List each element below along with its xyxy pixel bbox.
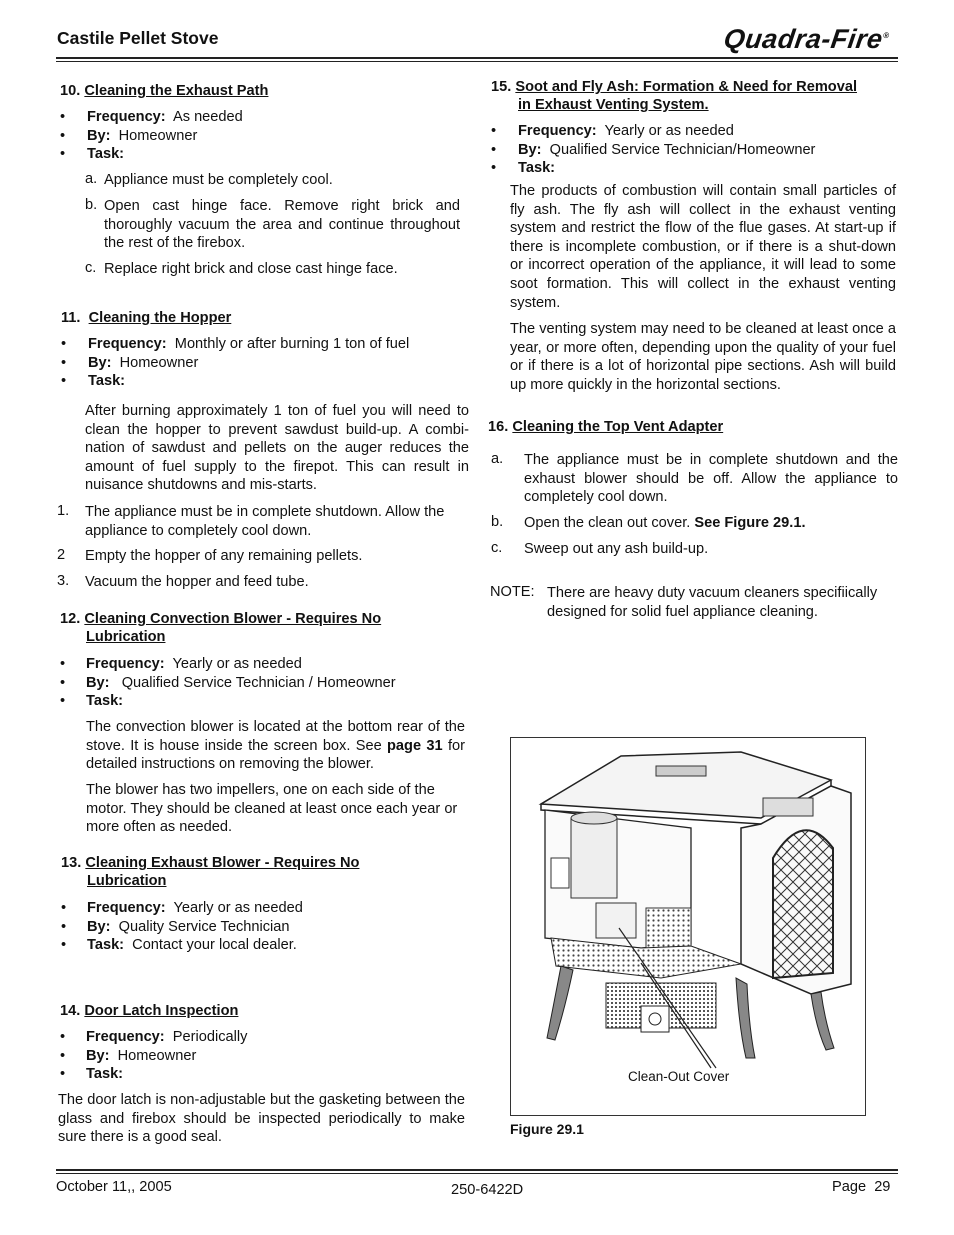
section-10-step-b: Open cast hinge face. Remove right brick and thoroughly vacuum the area and continue throughout the rest of the firebox. [104,198,460,252]
section-13-heading: 13. Cleaning Exhaust Blower - Requires No Lubrication [61,855,360,889]
figure-callout-clean-out-cover: Clean-Out Cover [628,1069,730,1084]
footer-page-number: Page 29 [832,1179,891,1195]
section-11-step-3-marker: 3. [57,573,70,589]
header-rule-thin [56,61,898,62]
section-10-step-b-marker: b. [85,197,98,213]
footer-doc-number: 250-6422D [451,1182,524,1198]
footer-date: October 11,, 2005 [56,1179,172,1195]
section-14-heading: 14. Door Latch Inspection [60,1003,239,1019]
section-11-step-2: Empty the hopper of any remaining pellets. [85,548,363,564]
section-15-paragraph-1: The products of combustion will contain small particles of fly ash. The fly ash will collect in the exhaust venting system and restrict the flow of the flue gases. At start-up if there is incomplete combustion, or if there is a shut-down or incorrect operation of the appliance, it will lead to some soot formation. This will collect in the exhaust venting system. [510,183,896,311]
footer-rule-thin [56,1173,898,1174]
section-11-paragraph: After burning approximately 1 ton of fuel you will need to clean the hopper to prevent sawdust build-up. A combi-nation of sawdust and pellets on the auger reduces the amount of fuel supply to the firepot. This can result in nuisance shutdowns and mis-starts. [85,403,469,494]
section-11-step-3: Vacuum the hopper and feed tube. [85,574,309,590]
section-10-step-c: Replace right brick and close cast hinge face. [104,261,398,277]
section-16-step-a-marker: a. [491,451,504,467]
section-10-step-c-marker: c. [85,260,97,276]
section-11-bullets: • Frequency: Monthly or after burning 1 ton of fuel • By: Homeowner • Task: [61,336,410,389]
section-10-heading: 10. Cleaning the Exhaust Path [60,83,269,99]
section-14-paragraph: The door latch is non-adjustable but the gasketing between the glass and firebox should be inspected periodically to make sure there is a good seal. [58,1092,465,1146]
section-14-bullets: • Frequency: Periodically • By: Homeowner • Task: [60,1029,248,1082]
header-rule [56,57,898,59]
section-11-heading: 11. Cleaning the Hopper [61,310,232,326]
note-text: There are heavy duty vacuum cleaners specifiically designed for solid fuel appliance cleaning. [547,585,878,620]
section-11-step-1: The appliance must be in complete shutdown. Allow the appliance to completely cool down. [85,504,445,539]
brand-logo: Quadra-Fire® [721,24,891,54]
section-15-bullets: • Frequency: Yearly or as needed • By: Qualified Service Technician/Homeowner • Task: [491,123,816,176]
section-10-bullets: • Frequency: As needed • By: Homeowner • Task: [60,109,243,162]
section-16-step-c: Sweep out any ash build-up. [524,541,709,557]
section-12-paragraph-1: The convection blower is located at the bottom rear of the stove. It is house inside the screen box. See page 31 for detailed instructions on removing the blower. [86,719,465,773]
section-15-paragraph-2: The venting system may need to be cleaned at least once a year, or more often, depending upon the quality of your fuel or if there is a lot of horizontal pipe sections. Ash will build up more quickly in the horizontal sections. [510,321,896,393]
section-10-step-a: Appliance must be completely cool. [104,172,333,188]
section-15-heading: 15. Soot and Fly Ash: Formation & Need for Removal in Exhaust Venting System. [491,79,857,113]
section-16-step-a: The appliance must be in complete shutdown and the exhaust blower should be off. Allow the appliance to completely cool down. [524,452,898,506]
section-10-step-a-marker: a. [85,171,98,187]
section-16-step-b-marker: b. [491,514,504,530]
section-16-step-c-marker: c. [491,540,503,556]
section-12-paragraph-2: The blower has two impellers, one on each side of the motor. They should be cleaned at least once each year or more often as needed. [86,782,458,836]
stove-illustration [511,738,865,1115]
footer-rule [56,1169,898,1171]
section-11-step-1-marker: 1. [57,503,70,519]
page-header-title: Castile Pellet Stove [57,28,219,48]
note-label: NOTE: [490,584,535,600]
section-16-heading: 16. Cleaning the Top Vent Adapter [488,419,724,435]
section-11-step-2-marker: 2 [57,547,66,563]
section-12-heading: 12. Cleaning Convection Blower - Requires No Lubrication [60,611,382,645]
section-12-bullets: • Frequency: Yearly or as needed • By: Qualified Service Technician / Homeowner • Task: [60,656,396,709]
figure-caption: Figure 29.1 [510,1121,584,1137]
section-16-step-b: Open the clean out cover. See Figure 29.1. [524,515,806,531]
figure-29-1-frame [510,737,866,1116]
section-13-bullets: • Frequency: Yearly or as needed • By: Quality Service Technician • Task: Contact your local dealer. [61,900,303,953]
